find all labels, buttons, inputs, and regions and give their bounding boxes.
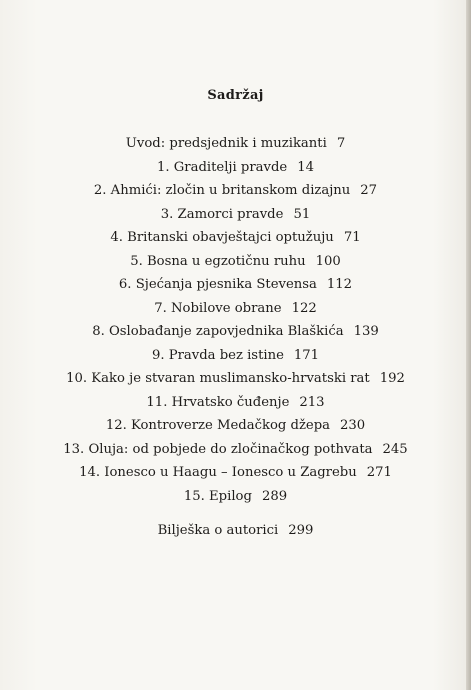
toc-entry-title: 13. Oluja: od pobjede do zločinačkog pothvata xyxy=(63,441,373,457)
toc-entry-title: 5. Bosna u egzotičnu ruhu xyxy=(130,253,306,269)
toc-entry xyxy=(0,485,471,509)
toc-entry-page: 51 xyxy=(293,206,311,222)
toc-entry xyxy=(0,414,471,438)
toc-entry-page: 230 xyxy=(340,418,366,433)
author-note-title: Bilješka o autorici xyxy=(157,523,279,538)
toc-entry-page: 171 xyxy=(293,347,320,363)
toc-entry xyxy=(0,344,471,368)
toc-entry-title: 1. Graditelji pravde xyxy=(156,159,288,175)
toc-entry-title: 12. Kontroverze Medačkog džepa xyxy=(105,418,331,433)
toc-entry-page: 271 xyxy=(366,465,392,480)
toc-entry-page: 289 xyxy=(261,488,288,504)
toc-entry-page: 192 xyxy=(379,371,405,386)
toc-entry-page: 7 xyxy=(336,136,346,151)
toc-entry-title: 8. Oslobađanje zapovjednika Blaškića xyxy=(92,324,344,339)
toc-entry-title: 3. Zamorci pravde xyxy=(160,206,284,222)
page-title: Sadržaj xyxy=(207,88,264,103)
toc-entry xyxy=(0,273,471,297)
toc-entry xyxy=(0,391,471,415)
toc-entry-title: 15. Epilog xyxy=(183,488,252,504)
toc-entry-page: 14 xyxy=(297,159,315,175)
toc-entry xyxy=(0,461,471,485)
toc-entry-page: 139 xyxy=(353,324,379,339)
author-note-entry xyxy=(0,523,471,538)
toc-entry-title: 10. Kako je stvaran muslimansko-hrvatski rat xyxy=(66,371,370,386)
toc-entry xyxy=(0,438,471,462)
toc-entry-page: 100 xyxy=(315,253,341,269)
toc-entry xyxy=(0,297,471,321)
toc-entry-page: 122 xyxy=(291,300,317,316)
toc-entry xyxy=(0,179,471,203)
toc-entry-title: 2. Ahmići: zločin u britanskom dizajnu xyxy=(93,183,351,198)
toc-entry-page: 245 xyxy=(382,441,408,457)
toc-entry-title: 9. Pravda bez istine xyxy=(151,347,284,363)
toc-entry-page: 213 xyxy=(299,394,325,410)
toc-entry xyxy=(0,132,471,156)
toc-entry-title: 7. Nobilove obrane xyxy=(154,300,282,316)
toc-entry xyxy=(0,156,471,180)
author-note-page: 299 xyxy=(288,523,314,538)
toc-entry xyxy=(0,367,471,391)
toc-entry-title: 14. Ionesco u Haagu – Ionesco u Zagrebu xyxy=(79,465,357,480)
toc-entry xyxy=(0,250,471,274)
toc-entry xyxy=(0,203,471,227)
toc-entry-title: 4. Britanski obavještajci optužuju xyxy=(110,230,334,245)
toc-entry xyxy=(0,226,471,250)
toc-entry-page: 27 xyxy=(360,183,378,198)
toc-entry-page: 112 xyxy=(326,277,353,292)
toc-entry-page: 71 xyxy=(343,230,361,245)
toc-entry xyxy=(0,320,471,344)
table-of-contents xyxy=(0,132,471,508)
toc-entry-title: 11. Hrvatsko čuđenje xyxy=(146,394,290,410)
toc-entry-title: 6. Sjećanja pjesnika Stevensa xyxy=(118,277,317,292)
toc-entry-title: Uvod: predsjednik i muzikanti xyxy=(125,136,327,151)
